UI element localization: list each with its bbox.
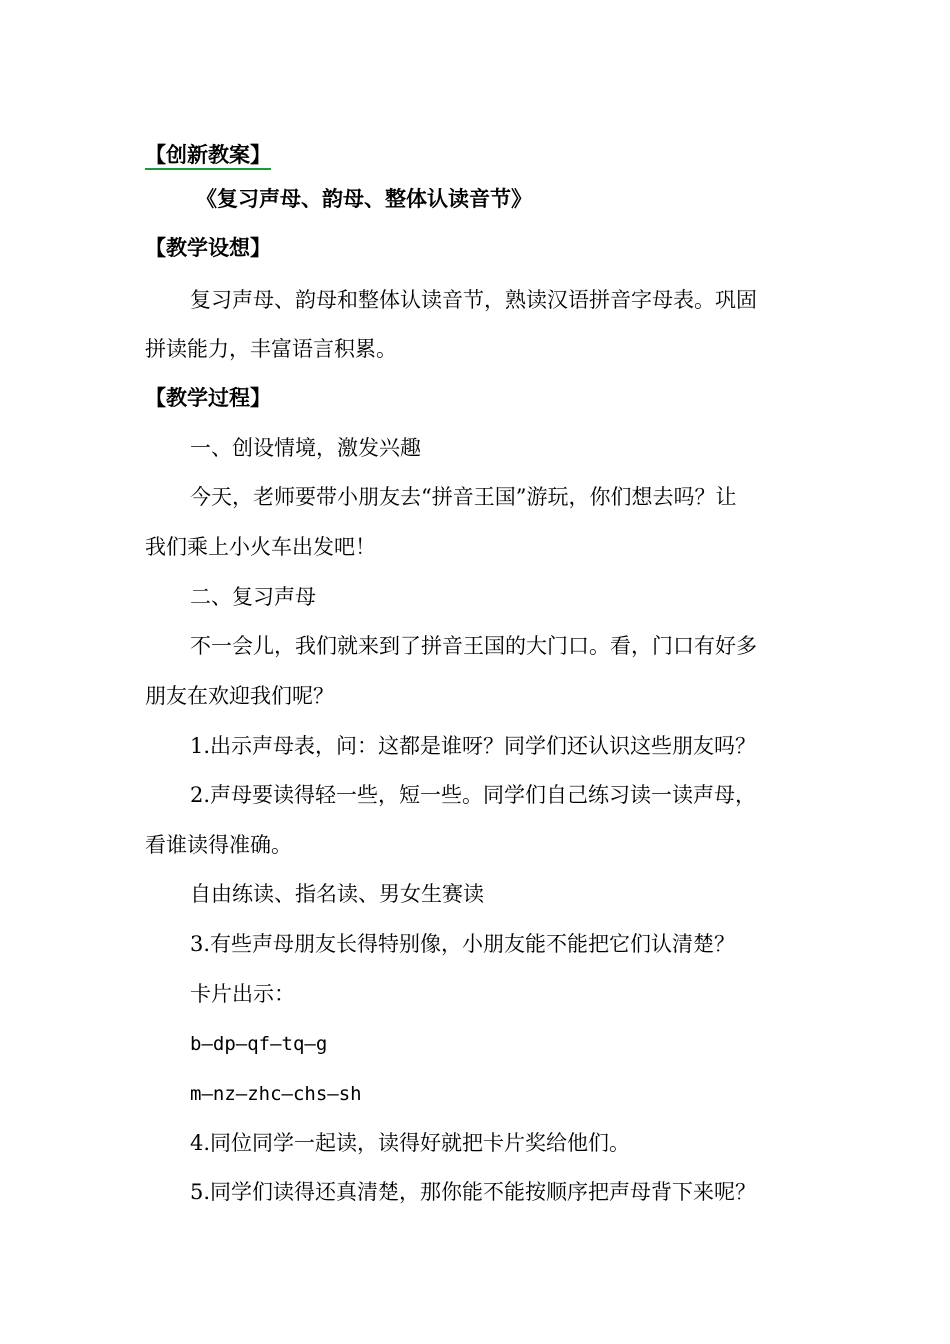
card-row-1: b—dp—qf—tq—g xyxy=(190,1033,328,1055)
step1-paragraph-line-1: 今天，老师要带小朋友去“拼音王国”游玩，你们想去吗？让 xyxy=(190,485,737,509)
step2-paragraph-line-1: 不一会儿，我们就来到了拼音王国的大门口。看，门口有好多 xyxy=(190,634,757,658)
step1-title: 一、创设情境，激发兴趣 xyxy=(190,436,421,460)
card-row-2: m—nz—zhc—chs—sh xyxy=(190,1083,362,1105)
design-paragraph-line-2: 拼读能力，丰富语言积累。 xyxy=(145,337,397,361)
item-2-line-2: 看谁读得准确。 xyxy=(145,833,292,857)
item-1: 1.出示声母表，问：这都是谁呀？同学们还认识这些朋友吗？ xyxy=(190,734,757,758)
item-4: 4.同位同学一起读，读得好就把卡片奖给他们。 xyxy=(190,1131,631,1155)
item-5: 5.同学们读得还真清楚，那你能不能按顺序把声母背下来呢？ xyxy=(190,1180,757,1204)
item-3: 3.有些声母朋友长得特别像，小朋友能不能把它们认清楚？ xyxy=(190,932,736,956)
practice-line: 自由练读、指名读、男女生赛读 xyxy=(190,882,484,906)
design-paragraph-line-1: 复习声母、韵母和整体认读音节，熟读汉语拼音字母表。巩固 xyxy=(190,288,757,312)
step2-title: 二、复习声母 xyxy=(190,585,316,609)
design-heading: 【教学设想】 xyxy=(145,235,271,260)
process-heading: 【教学过程】 xyxy=(145,385,271,410)
step2-paragraph-line-2: 朋友在欢迎我们呢？ xyxy=(145,684,334,708)
item-2-line-1: 2.声母要读得轻一些，短一些。同学们自己练习读一读声母， xyxy=(190,783,757,807)
header-label[interactable]: 【创新教案】 xyxy=(145,142,271,170)
document-title: 《复习声母、韵母、整体认读音节》 xyxy=(196,186,532,211)
header-label-line xyxy=(145,140,815,170)
step1-paragraph-line-2: 我们乘上小火车出发吧！ xyxy=(145,535,376,559)
card-label: 卡片出示： xyxy=(190,982,295,1006)
